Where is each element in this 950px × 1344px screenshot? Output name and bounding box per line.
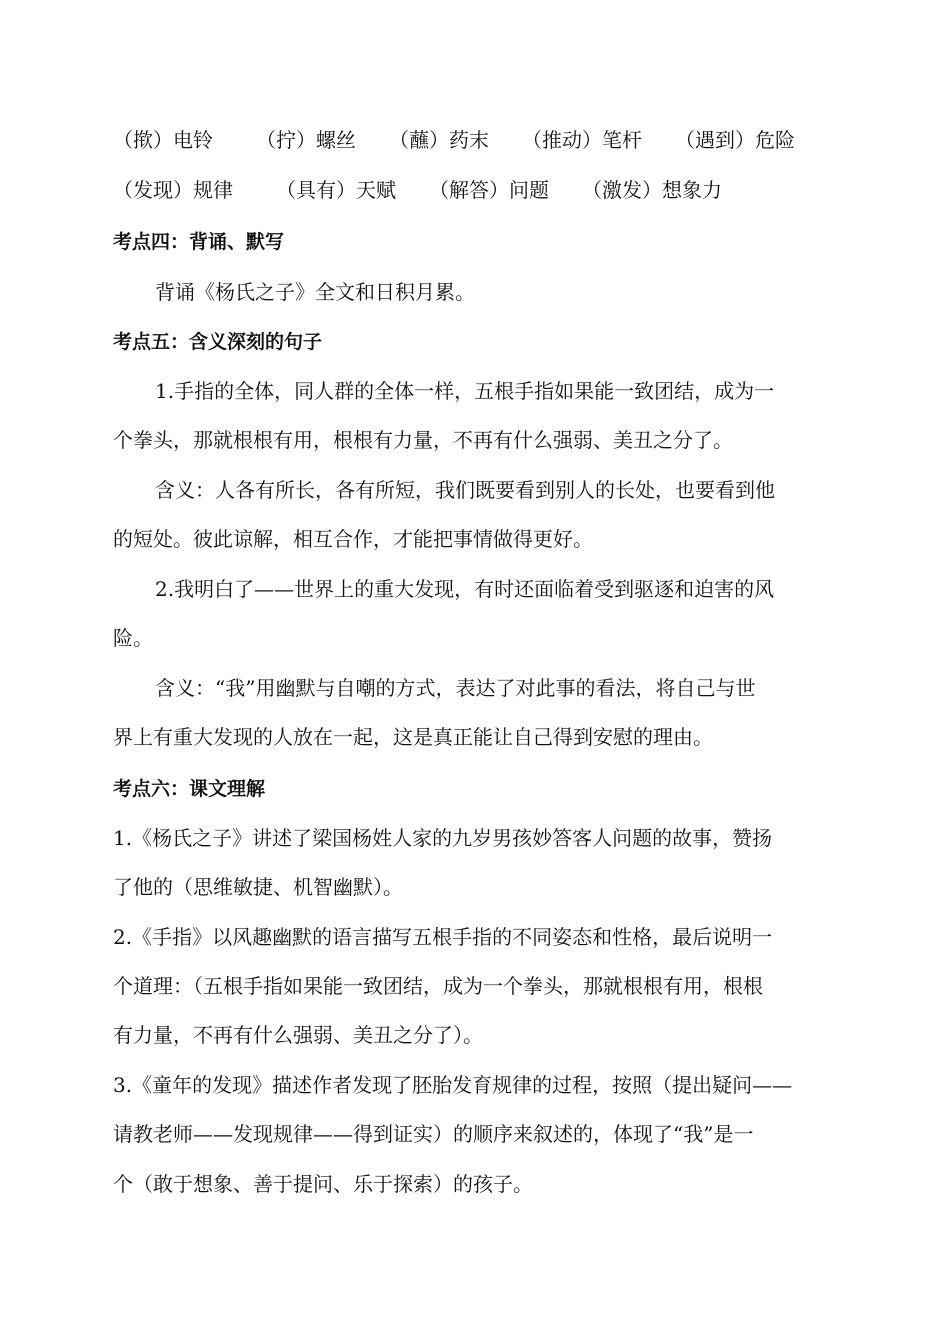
item-2-line-2: 个道理：（五根手指如果能一致团结，成为一个拳头，那就根根有用，根根 — [113, 974, 763, 998]
meaning-1-line-1: 含义：人各有所长，各有所短，我们既要看到别人的长处，也要看到他 — [155, 478, 775, 502]
item-2-line-1: 2.《手指》以风趣幽默的语言描写五根手指的不同姿态和性格，最后说明一 — [113, 925, 773, 949]
item-3-line-1: 3.《童年的发现》描述作者发现了胚胎发育规律的过程，按照（提出疑问—— — [113, 1073, 793, 1097]
phrase-item: （拧）螺丝 — [256, 128, 356, 152]
phrase-item: （推动）笔杆 — [522, 128, 642, 152]
phrase-row-2 — [113, 176, 843, 204]
sentence-2-line-2: 险。 — [113, 626, 153, 650]
item-1-line-2: 了他的（思维敏捷、机智幽默）。 — [113, 875, 403, 899]
sentence-1-line-1: 1.手指的全体，同人群的全体一样，五根手指如果能一致团结，成为一 — [155, 379, 775, 403]
phrase-row-1 — [113, 126, 843, 154]
item-3-line-3: 个（敢于想象、善于提问、乐于探索）的孩子。 — [113, 1172, 533, 1196]
item-2-line-3: 有力量，不再有什么强弱、美丑之分了）。 — [113, 1023, 483, 1047]
item-3-line-2: 请教老师——发现规律——得到证实）的顺序来叙述的，体现了“我”是一 — [113, 1122, 754, 1146]
meaning-2-line-1: 含义：“我”用幽默与自嘲的方式，表达了对此事的看法，将自己与世 — [155, 676, 756, 700]
sentence-2-line-1: 2.我明白了——世界上的重大发现，有时还面临着受到驱逐和迫害的风 — [155, 577, 775, 601]
phrase-item: （揿）电铃 — [113, 128, 213, 152]
phrase-item: （蘸）药末 — [389, 128, 489, 152]
section-heading-4: 考点四：背诵、默写 — [113, 231, 285, 253]
meaning-1-line-2: 的短处。彼此谅解，相互合作，才能把事情做得更好。 — [113, 527, 593, 551]
section-heading-6: 考点六：课文理解 — [113, 778, 266, 800]
item-1-line-1: 1.《杨氏之子》讲述了梁国杨姓人家的九岁男孩妙答客人问题的故事，赞扬 — [113, 826, 773, 850]
phrase-item: （激发）想象力 — [582, 178, 722, 202]
phrase-item: （发现）规律 — [113, 178, 233, 202]
meaning-2-line-2: 界上有重大发现的人放在一起，这是真正能让自己得到安慰的理由。 — [113, 725, 713, 749]
section-text: 背诵《杨氏之子》全文和日积月累。 — [155, 280, 475, 304]
phrase-item: （解答）问题 — [429, 178, 549, 202]
sentence-1-line-2: 个拳头，那就根根有用，根根有力量，不再有什么强弱、美丑之分了。 — [113, 428, 733, 452]
phrase-item: （遇到）危险 — [675, 128, 795, 152]
phrase-item: （具有）天赋 — [276, 178, 396, 202]
section-heading-5: 考点五：含义深刻的句子 — [113, 331, 323, 353]
